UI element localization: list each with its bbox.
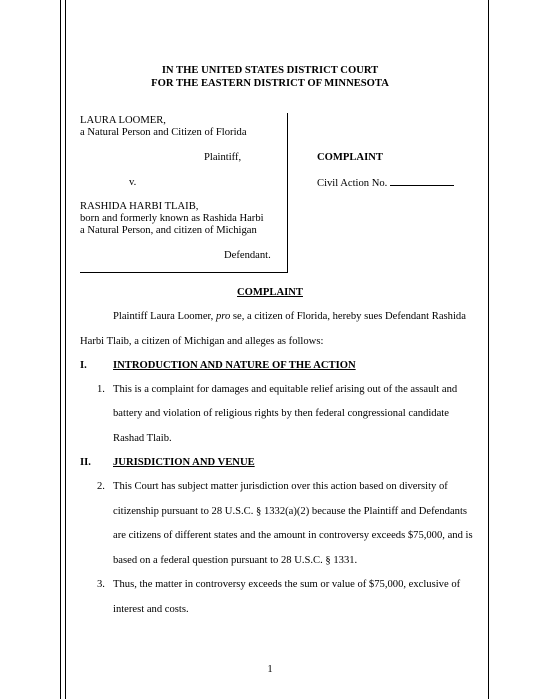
- intro-pro-italic: pro: [215, 311, 231, 322]
- plaintiff-description: a Natural Person and Citizen of Florida: [80, 127, 247, 138]
- defendant-description-1: born and formerly known as Rashida Harbi: [80, 213, 264, 224]
- intro-line-1: [113, 310, 466, 323]
- paragraph-1-number: 1.: [97, 384, 105, 395]
- complaint-title: COMPLAINT: [237, 287, 303, 298]
- section-2-heading: JURISDICTION AND VENUE: [113, 457, 255, 468]
- defendant-role: Defendant.: [224, 250, 271, 261]
- right-margin-rule: [488, 0, 489, 699]
- defendant-description-2: a Natural Person, and citizen of Michigan: [80, 225, 257, 236]
- page-number: 1: [267, 664, 273, 675]
- defendant-name: RASHIDA HARBI TLAIB,: [80, 201, 199, 212]
- caption-document-type: COMPLAINT: [317, 152, 383, 163]
- paragraph-1-line-2: battery and violation of religious rights by then federal congressional candidate: [113, 408, 449, 419]
- caption-bottom-line: [80, 272, 287, 273]
- intro-line-2: Harbi Tlaib, a citizen of Michigan and alleges as follows:: [80, 336, 324, 347]
- section-1-heading: INTRODUCTION AND NATURE OF THE ACTION: [113, 360, 356, 371]
- paragraph-1-line-1: This is a complaint for damages and equitable relief arising out of the assault and: [113, 384, 458, 395]
- left-margin-rule-inner: [65, 0, 66, 699]
- plaintiff-name: LAURA LOOMER,: [80, 115, 166, 126]
- paragraph-2-line-4: based on a federal question pursuant to 28 U.S.C. § 1331.: [113, 555, 358, 566]
- intro-text-a: Plaintiff Laura Loomer,: [113, 311, 216, 322]
- plaintiff-role: Plaintiff,: [204, 152, 242, 163]
- court-title-line-2: FOR THE EASTERN DISTRICT OF MINNESOTA: [151, 78, 389, 89]
- paragraph-2-line-1: This Court has subject matter jurisdiction over this action based on diversity of: [113, 481, 448, 492]
- paragraph-2-line-3: are citizens of different states and the amount in controversy exceeds $75,000, and is: [113, 530, 473, 541]
- versus: v.: [129, 177, 137, 188]
- civil-action-number: [317, 176, 454, 190]
- paragraph-2-number: 2.: [97, 481, 105, 492]
- court-title-line-1: IN THE UNITED STATES DISTRICT COURT: [161, 65, 379, 76]
- paragraph-3-line-2: interest and costs.: [113, 604, 189, 615]
- paragraph-3-line-1: Thus, the matter in controversy exceeds the sum or value of $75,000, exclusive of: [113, 579, 461, 590]
- section-2-numeral: II.: [80, 457, 91, 468]
- paragraph-1-line-3: Rashad Tlaib.: [113, 433, 172, 444]
- civil-action-label: Civil Action No.: [317, 178, 388, 189]
- paragraph-3-number: 3.: [97, 579, 105, 590]
- caption-divider-line: [287, 113, 288, 273]
- paragraph-2-line-2: citizenship pursuant to 28 U.S.C. § 1332(a)(2) because the Plaintiff and Defendants: [113, 506, 468, 517]
- section-1-numeral: I.: [80, 360, 87, 371]
- civil-action-blank: [390, 176, 454, 186]
- intro-text-c: se, a citizen of Florida, hereby sues Defendant Rashida: [230, 311, 466, 322]
- left-margin-rule-outer: [60, 0, 61, 699]
